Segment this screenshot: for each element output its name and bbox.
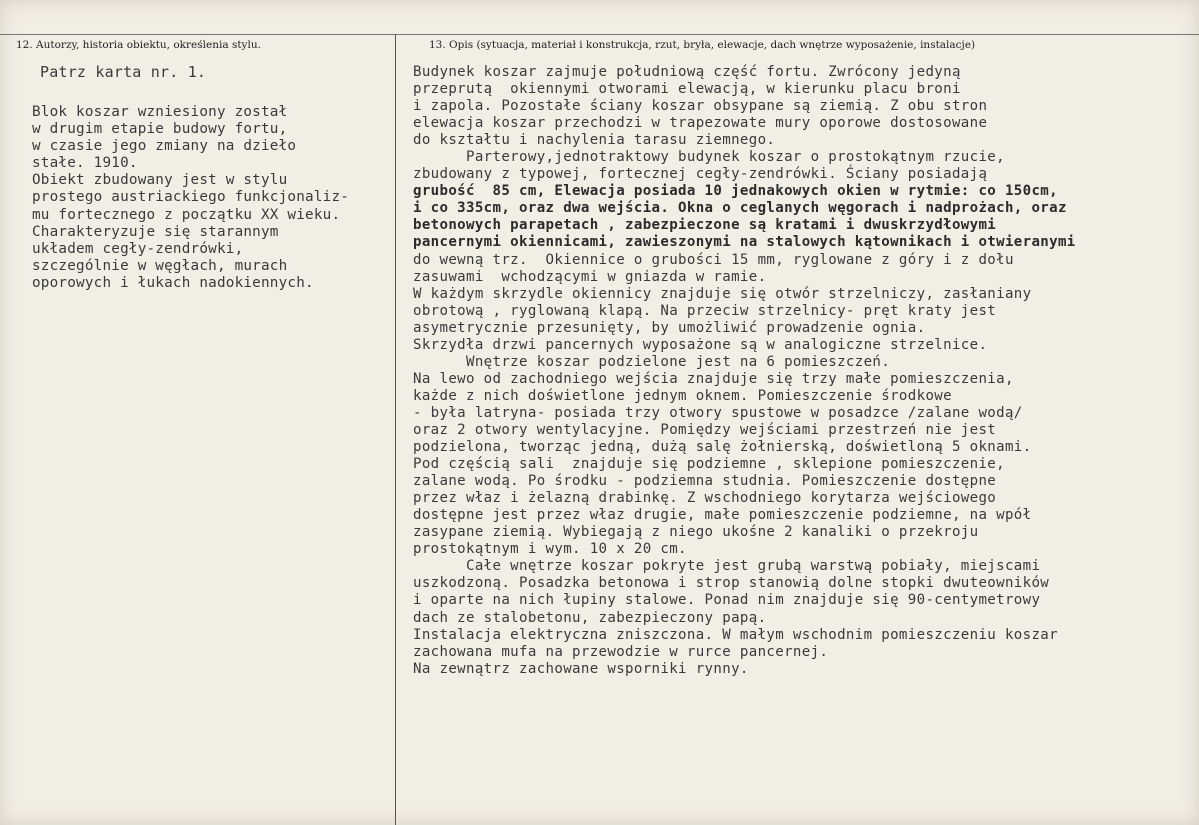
text-line: pancernymi okiennicami, zawieszonymi na stalowych kątownikach i otwieranymi [413, 234, 1076, 251]
text-line: obrotową , ryglowaną klapą. Na przeciw strzelnicy- pręt kraty jest [413, 302, 997, 319]
text-line: do wewną trz. Okiennice o grubości 15 mm, ryglowane z góry i z dołu [413, 251, 1014, 268]
text-line: Budynek koszar zajmuje południową część fortu. Zwrócony jedyną [413, 64, 961, 80]
text-line: zachowana mufa na przewodzie w rurce pancernej. [413, 643, 829, 660]
text-line: stałe. 1910. [32, 155, 138, 172]
text-line: dach ze stalobetonu, zabezpieczony papą. [413, 609, 767, 626]
text-line: W każdym skrzydle okiennicy znajduje się otwór strzelniczy, zasłaniany [413, 285, 1032, 302]
text-line: w drugim etapie budowy fortu, [32, 121, 288, 138]
text-line: w czasie jego zmiany na dzieło [32, 138, 297, 155]
header-rule [0, 34, 1199, 35]
text-line: Pod częścią sali znajduje się podziemne , sklepione pomieszczenie, [413, 456, 1005, 473]
text-line: Wnętrze koszar podzielone jest na 6 pomieszczeń. [413, 353, 891, 370]
text-line: do kształtu i nachylenia tarasu ziemnego. [413, 132, 776, 149]
text-line: zasypane ziemią. Wybiegają z niego ukośne 2 kanaliki o przekroju [413, 524, 979, 541]
text-line: Blok koszar wzniesiony został [32, 104, 288, 120]
text-line: - była latryna- posiada trzy otwory spustowe w posadzce /zalane wodą/ [413, 404, 1023, 421]
text-line: i oparte na nich łupiny stalowe. Ponad nim znajduje się 90-centymetrowy [413, 592, 1041, 609]
text-line: betonowych parapetach , zabezpieczone są kratami i dwuskrzydłowymi [413, 217, 997, 234]
text-line: oraz 2 otwory wentylacyjne. Pomiędzy wejściami przestrzeń nie jest [413, 421, 997, 438]
text-line: mu fortecznego z początku XX wieku. [32, 206, 341, 223]
text-line: zalane wodą. Po środku - podziemna studnia. Pomieszczenie dostępne [413, 473, 997, 490]
text-line: i co 335cm, oraz dwa wejścia. Okna o ceglanych węgorach i nadprożach, oraz [413, 200, 1067, 217]
text-line: Charakteryzuje się starannym [32, 223, 279, 240]
text-line: Na lewo od zachodniego wejścia znajduje się trzy małe pomieszczenia, [413, 370, 1014, 387]
history-text [32, 104, 349, 292]
text-line: przez właz i żelazną drabinkę. Z wschodniego korytarza wejściowego [413, 490, 997, 507]
text-line: przeprutą okiennymi otworami elewacją, w kierunku placu broni [413, 81, 961, 98]
section-12-header: 12. Autorzy, historia obiektu, określenia stylu. [16, 39, 261, 51]
text-line: Obiekt zbudowany jest w stylu [32, 172, 288, 189]
text-line: i zapola. Pozostałe ściany koszar obsypane są ziemią. Z obu stron [413, 98, 988, 115]
text-line: Parterowy,jednotraktowy budynek koszar o prostokątnym rzucie, [413, 149, 1005, 166]
text-line: układem cegły-zendrówki, [32, 240, 244, 257]
column-divider [395, 34, 396, 825]
text-line: szczególnie w węgłach, murach [32, 257, 288, 274]
text-line: prostokątnym i wym. 10 x 20 cm. [413, 541, 687, 558]
text-line: Instalacja elektryczna zniszczona. W małym wschodnim pomieszczeniu koszar [413, 626, 1058, 643]
text-line: asymetrycznie przesunięty, by umożliwić prowadzenie ognia. [413, 319, 926, 336]
text-line: zbudowany z typowej, fortecznej cegły-zendrówki. Ściany posiadają [413, 166, 988, 183]
text-line: podzielona, tworząc jedną, dużą salę żołnierską, doświetloną 5 oknami. [413, 439, 1032, 456]
section-13-header: 13. Opis (sytuacja, materiał i konstrukcja, rzut, bryła, elewacje, dach wnętrze wyposażenie, instalacje) [429, 39, 976, 51]
text-line: prostego austriackiego funkcjonaliz- [32, 189, 350, 206]
description-text [413, 64, 1076, 678]
text-line: zasuwami wchodzącymi w gniazda w ramie. [413, 268, 767, 285]
text-line: uszkodzoną. Posadzka betonowa i strop stanowią dolne stopki dwuteowników [413, 575, 1050, 592]
text-line: Skrzydła drzwi pancernych wyposażone są w analogiczne strzelnice. [413, 336, 988, 353]
text-line: dostępne jest przez właz drugie, małe pomieszczenie podziemne, na wpół [413, 507, 1032, 524]
card-reference: Patrz karta nr. 1. [40, 63, 207, 81]
text-line: Na zewnątrz zachowane wsporniki rynny. [413, 660, 749, 677]
text-line: oporowych i łukach nadokiennych. [32, 274, 314, 291]
text-line: każde z nich doświetlone jednym oknem. Pomieszczenie środkowe [413, 387, 952, 404]
text-line: grubość 85 cm, Elewacja posiada 10 jednakowych okien w rytmie: co 150cm, [413, 183, 1058, 200]
text-line: Całe wnętrze koszar pokryte jest grubą warstwą pobiały, miejscami [413, 558, 1041, 575]
text-line: elewacja koszar przechodzi w trapezowate mury oporowe dostosowane [413, 115, 988, 132]
